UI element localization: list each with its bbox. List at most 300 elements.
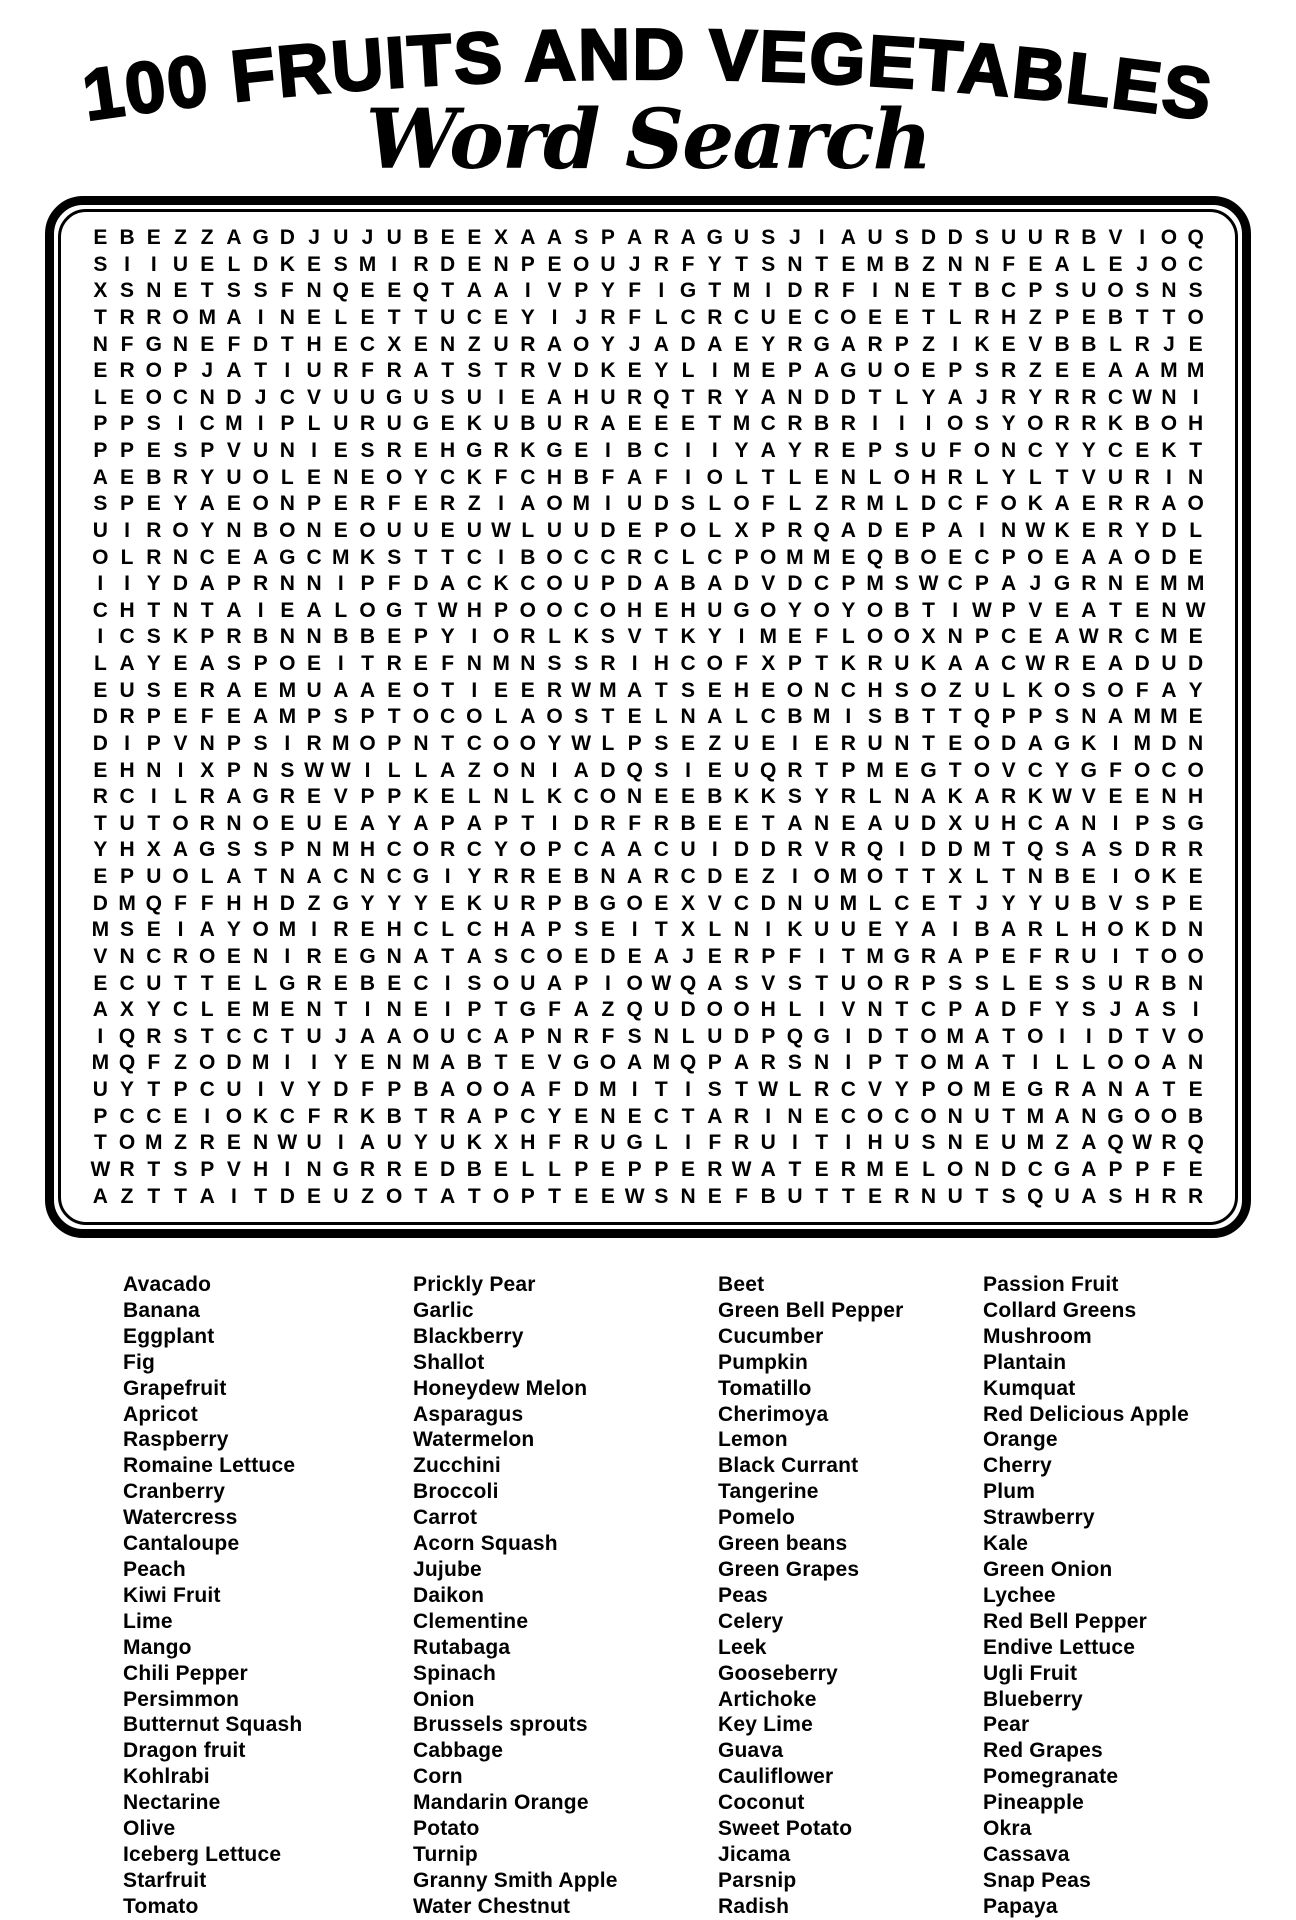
grid-letter: E (681, 1157, 696, 1181)
grid-letter: O (546, 598, 563, 622)
grid-letter: B (333, 625, 349, 649)
grid-letter: T (601, 705, 615, 729)
grid-letter: Y (200, 465, 215, 489)
grid-letter: E (93, 971, 108, 995)
grid-letter: P (173, 359, 188, 383)
grid-letter: E (627, 412, 642, 436)
grid-letter: C (520, 1104, 536, 1128)
grid-letter: E (654, 785, 669, 809)
grid-letter: E (1108, 785, 1123, 809)
word-list-column-2 (413, 1272, 618, 1920)
grid-letter: C (894, 1104, 910, 1128)
grid-letter: V (547, 359, 562, 383)
grid-letter: Y (734, 439, 749, 462)
grid-letter: S (333, 252, 348, 276)
grid-letter: R (199, 678, 215, 702)
grid-letter: E (627, 359, 642, 383)
grid-letter: V (868, 1078, 883, 1101)
grid-letter: K (947, 785, 963, 809)
grid-letter: A (466, 811, 482, 835)
grid-letter: N (172, 598, 189, 622)
grid-letter: A (466, 279, 482, 303)
grid-letter: T (441, 359, 455, 383)
grid-letter: T (815, 252, 829, 276)
grid-letter: B (466, 1157, 482, 1181)
grid-letter: F (681, 252, 695, 276)
grid-letter: P (1001, 545, 1016, 569)
grid-letter: Y (814, 785, 829, 809)
grid-letter: H (733, 678, 750, 702)
grid-letter: L (521, 785, 535, 809)
grid-letter: V (333, 785, 348, 809)
grid-letter: L (868, 785, 882, 809)
grid-letter: R (306, 944, 322, 968)
word-item: Zucchini (413, 1454, 501, 1478)
word-item: Mandarin Orange (413, 1791, 589, 1815)
grid-letter: N (172, 332, 189, 356)
word-item: Collard Greens (983, 1298, 1137, 1322)
grid-letter: M (973, 838, 991, 862)
grid-letter: O (866, 625, 884, 649)
grid-letter: K (760, 785, 776, 809)
grid-letter: C (520, 944, 536, 968)
grid-letter: F (1028, 944, 1042, 968)
grid-letter: L (788, 998, 802, 1022)
grid-letter: W (1078, 625, 1099, 649)
grid-letter: W (304, 758, 324, 782)
grid-letter: L (307, 412, 321, 436)
grid-letter: P (921, 518, 936, 542)
grid-letter: R (733, 1104, 750, 1128)
grid-letter: A (627, 865, 643, 888)
grid-letter: N (520, 758, 536, 782)
grid-letter: R (814, 439, 830, 462)
grid-letter: S (921, 1131, 936, 1155)
grid-letter: A (1134, 359, 1150, 383)
grid-letter: B (253, 625, 269, 649)
grid-letter: Y (707, 625, 722, 649)
grid-letter: E (413, 332, 428, 356)
grid-letter: D (413, 572, 429, 596)
grid-letter: O (492, 1078, 510, 1101)
word-item: Onion (413, 1687, 475, 1711)
grid-letter: R (333, 359, 349, 383)
grid-letter: T (948, 705, 962, 729)
word-item: Clementine (413, 1609, 529, 1633)
grid-letter: G (546, 439, 563, 462)
grid-letter: D (1134, 838, 1150, 862)
grid-letter: A (653, 332, 669, 356)
grid-letter: L (788, 465, 802, 489)
grid-letter: Y (894, 1078, 909, 1101)
grid-letter: R (306, 971, 322, 995)
word-item: Dragon fruit (123, 1739, 246, 1763)
grid-letter: U (413, 518, 429, 542)
grid-letter: M (866, 944, 884, 968)
grid-row (87, 706, 1209, 727)
grid-letter: N (386, 1051, 402, 1075)
grid-letter: Q (1027, 1184, 1044, 1208)
grid-letter: C (947, 492, 963, 516)
grid-letter: E (494, 678, 509, 702)
grid-letter: O (172, 865, 189, 888)
grid-letter: Y (600, 279, 615, 303)
grid-letter: P (761, 1024, 776, 1048)
grid-letter: C (680, 305, 696, 329)
grid-letter: N (867, 998, 883, 1022)
grid-letter: D (760, 891, 776, 915)
grid-letter: T (895, 1024, 909, 1048)
grid-letter: W (90, 1157, 111, 1181)
grid-letter: L (841, 625, 855, 649)
grid-letter: T (1002, 865, 1016, 888)
grid-letter: G (1053, 731, 1071, 755)
grid-letter: M (866, 758, 884, 782)
grid-letter: S (654, 1184, 669, 1208)
grid-letter: N (947, 252, 963, 276)
grid-letter: E (333, 971, 348, 995)
grid-letter: O (920, 678, 937, 702)
grid-letter: J (254, 385, 267, 409)
grid-letter: I (311, 1051, 317, 1075)
grid-letter: H (653, 652, 669, 675)
grid-letter: T (654, 678, 668, 702)
grid-letter: E (333, 492, 348, 516)
grid-letter: S (574, 705, 589, 729)
grid-letter: L (868, 891, 882, 915)
grid-letter: A (1081, 1131, 1097, 1155)
word-item: Chili Pepper (123, 1661, 248, 1685)
grid-letter: R (146, 305, 162, 329)
grid-letter: S (1081, 998, 1096, 1022)
grid-letter: A (974, 998, 990, 1022)
grid-letter: O (519, 598, 536, 622)
grid-letter: I (685, 1078, 691, 1101)
grid-letter: G (279, 971, 296, 995)
grid-letter: X (200, 758, 215, 782)
grid-letter: Z (708, 731, 722, 755)
grid-letter: D (920, 226, 937, 249)
grid-letter: P (707, 1051, 722, 1075)
grid-letter: X (921, 625, 936, 649)
grid-letter: C (1001, 652, 1017, 675)
grid-letter: U (1107, 971, 1124, 995)
grid-letter: F (841, 279, 855, 303)
grid-row (87, 1186, 1209, 1207)
grid-letter: Y (1001, 891, 1016, 915)
grid-letter: E (440, 412, 455, 436)
grid-letter: E (1081, 652, 1096, 675)
grid-letter: N (306, 572, 322, 596)
grid-letter: O (893, 465, 910, 489)
grid-letter: D (253, 332, 269, 356)
grid-letter: I (311, 439, 317, 462)
grid-letter: S (120, 279, 135, 303)
grid-letter: O (199, 944, 216, 968)
grid-letter: T (681, 385, 695, 409)
grid-letter: V (707, 891, 722, 915)
grid-letter: R (1081, 412, 1097, 436)
word-item: Broccoli (413, 1480, 499, 1504)
grid-letter: F (200, 891, 214, 915)
grid-letter: P (1001, 598, 1016, 622)
grid-letter: P (1161, 891, 1176, 915)
grid-letter: Y (707, 252, 722, 276)
grid-letter: L (1028, 465, 1042, 489)
word-item: Nectarine (123, 1791, 221, 1815)
grid-letter: Y (734, 385, 749, 409)
grid-letter: J (1029, 572, 1042, 596)
grid-letter: P (1055, 305, 1070, 329)
grid-letter: N (92, 332, 108, 356)
grid-letter: J (976, 385, 988, 409)
grid-letter: E (387, 971, 402, 995)
grid-letter: M (839, 865, 858, 888)
grid-letter: O (172, 518, 189, 542)
grid-letter: L (975, 465, 989, 489)
grid-row (87, 919, 1209, 940)
grid-letter: R (653, 811, 669, 835)
grid-letter: E (280, 598, 295, 622)
grid-letter: I (631, 1078, 638, 1101)
word-item: Brussels sprouts (413, 1713, 588, 1737)
grid-letter: C (119, 785, 135, 809)
grid-letter: D (787, 279, 803, 303)
grid-letter: R (867, 652, 883, 675)
grid-letter: U (146, 971, 162, 995)
word-item: Raspberry (123, 1428, 229, 1452)
grid-letter: R (359, 1157, 376, 1181)
grid-letter: P (974, 944, 989, 968)
grid-letter: N (199, 385, 215, 409)
grid-letter: R (1161, 838, 1177, 862)
grid-letter: O (893, 625, 910, 649)
grid-letter: U (974, 678, 990, 702)
grid-letter: E (307, 465, 322, 489)
word-item: Cauliflower (718, 1765, 834, 1789)
grid-letter: V (1161, 1024, 1176, 1048)
grid-letter: E (226, 1131, 241, 1155)
grid-letter: R (546, 678, 563, 702)
grid-letter: R (707, 305, 723, 329)
grid-letter: K (359, 1104, 376, 1128)
grid-letter: Z (1028, 305, 1042, 329)
grid-letter: S (761, 252, 776, 276)
grid-letter: A (974, 652, 990, 675)
grid-letter: D (279, 891, 295, 915)
grid-letter: O (920, 1024, 937, 1048)
grid-letter: E (734, 332, 749, 356)
grid-letter: E (440, 785, 455, 809)
grid-letter: B (1081, 332, 1097, 356)
grid-letter: L (681, 359, 695, 383)
grid-letter: I (1112, 731, 1119, 755)
grid-letter: S (494, 944, 509, 968)
grid-letter: B (894, 545, 910, 569)
grid-letter: U (306, 678, 322, 702)
grid-letter: E (1028, 625, 1043, 649)
word-item: Acorn Squash (413, 1532, 558, 1556)
grid-letter: H (253, 1157, 269, 1181)
grid-letter: R (306, 731, 322, 755)
grid-letter: M (278, 918, 297, 942)
grid-letter: R (733, 944, 750, 968)
grid-letter: G (332, 891, 349, 915)
grid-letter: K (253, 1104, 269, 1128)
grid-letter: F (307, 1104, 321, 1128)
grid-letter: U (814, 918, 830, 942)
grid-letter: A (199, 652, 215, 675)
grid-letter: R (814, 279, 830, 303)
word-item: Cherimoya (718, 1402, 829, 1426)
grid-letter: U (119, 811, 135, 835)
grid-letter: O (1187, 492, 1204, 516)
grid-letter: T (387, 305, 401, 329)
grid-letter: P (467, 998, 482, 1022)
grid-letter: A (226, 598, 242, 622)
grid-letter: Q (412, 279, 430, 303)
word-item: Leek (718, 1635, 767, 1659)
grid-letter: Y (307, 1078, 322, 1101)
word-item: Cranberry (123, 1480, 226, 1504)
grid-letter: U (733, 758, 750, 782)
grid-letter: Z (174, 1131, 187, 1155)
grid-letter: N (306, 998, 322, 1022)
grid-letter: T (654, 625, 668, 649)
grid-letter: C (1001, 625, 1017, 649)
grid-letter: O (172, 811, 189, 835)
grid-letter: C (520, 572, 536, 596)
title-arc-text: 100 FRUITS AND VEGETABLES (77, 14, 1219, 137)
grid-letter: B (894, 252, 910, 276)
grid-letter: E (1055, 598, 1070, 622)
grid-row (87, 760, 1209, 781)
grid-letter: N (894, 785, 910, 809)
grid-letter: N (947, 625, 963, 649)
grid-letter: I (979, 518, 985, 542)
grid-letter: B (573, 865, 589, 888)
grid-letter: O (1134, 865, 1151, 888)
grid-letter: X (681, 891, 696, 915)
grid-letter: S (787, 971, 802, 995)
grid-letter: G (733, 598, 750, 622)
grid-letter: O (813, 865, 830, 888)
grid-letter: T (868, 385, 882, 409)
grid-letter: O (1027, 545, 1044, 569)
grid-letter: C (466, 731, 482, 755)
grid-letter: I (337, 652, 344, 675)
word-item: Green Grapes (718, 1557, 860, 1581)
grid-row (87, 600, 1209, 621)
grid-letter: R (199, 811, 215, 835)
grid-letter: C (146, 944, 162, 968)
grid-letter: Y (1188, 678, 1203, 702)
grid-letter: P (547, 891, 562, 915)
grid-letter: D (1161, 731, 1177, 755)
grid-letter: R (520, 625, 536, 649)
grid-letter: U (333, 385, 349, 409)
grid-letter: E (600, 1184, 615, 1208)
grid-letter: D (1001, 1157, 1017, 1181)
grid-letter: D (1107, 1024, 1124, 1048)
grid-letter: T (948, 758, 962, 782)
grid-letter: I (765, 918, 772, 942)
grid-letter: Q (813, 518, 830, 542)
grid-letter: W (624, 1184, 645, 1208)
grid-letter: U (974, 811, 990, 835)
grid-letter: L (1082, 252, 1096, 276)
grid-letter: A (199, 1184, 215, 1208)
grid-letter: C (386, 838, 402, 862)
grid-letter: R (359, 412, 376, 436)
grid-letter: E (413, 492, 428, 516)
grid-letter: S (333, 705, 348, 729)
grid-letter: T (895, 998, 909, 1022)
grid-letter: N (306, 625, 322, 649)
grid-letter: C (466, 305, 482, 329)
grid-letter: N (306, 279, 322, 303)
grid-letter: L (1082, 1051, 1096, 1075)
word-item: Red Delicious Apple (983, 1402, 1190, 1426)
grid-letter: L (280, 465, 294, 489)
grid-letter: Y (146, 998, 161, 1022)
grid-letter: D (760, 838, 776, 862)
grid-letter: M (251, 1051, 270, 1075)
grid-letter: P (120, 492, 135, 516)
grid-letter: Z (467, 758, 481, 782)
grid-letter: M (1026, 1131, 1045, 1155)
grid-letter: J (361, 226, 374, 249)
grid-letter: N (947, 1131, 963, 1155)
grid-letter: B (573, 891, 589, 915)
grid-letter: O (225, 1104, 243, 1128)
grid-letter: E (280, 811, 295, 835)
grid-letter: I (150, 785, 157, 809)
grid-letter: A (226, 678, 242, 702)
grid-letter: A (1107, 705, 1124, 729)
grid-letter: U (386, 412, 402, 436)
grid-letter: Y (413, 1131, 428, 1155)
grid-letter: E (226, 545, 241, 569)
grid-letter: I (444, 998, 451, 1022)
word-item: Watercress (123, 1506, 238, 1530)
grid-letter: T (841, 1184, 855, 1208)
grid-letter: R (172, 465, 189, 489)
grid-letter: D (440, 1157, 456, 1181)
puzzle-grid-inner-border (58, 209, 1238, 1225)
grid-letter: F (361, 1078, 374, 1101)
grid-letter: E (868, 1184, 883, 1208)
grid-letter: I (1059, 1024, 1065, 1048)
grid-letter: M (732, 279, 751, 303)
grid-letter: L (654, 305, 668, 329)
grid-letter: I (337, 572, 344, 596)
grid-letter: O (706, 465, 723, 489)
grid-letter: I (177, 758, 184, 782)
grid-letter: L (414, 758, 428, 782)
grid-letter: T (1002, 838, 1016, 862)
grid-letter: V (1028, 598, 1043, 622)
grid-letter: N (814, 1051, 830, 1075)
grid-letter: Y (413, 465, 428, 489)
grid-letter: A (413, 359, 429, 383)
grid-letter: W (1025, 518, 1046, 542)
grid-letter: I (257, 412, 264, 436)
grid-letter: I (1085, 1024, 1092, 1048)
grid-letter: A (440, 758, 456, 782)
grid-letter: E (707, 944, 722, 968)
grid-letter: X (120, 998, 135, 1022)
